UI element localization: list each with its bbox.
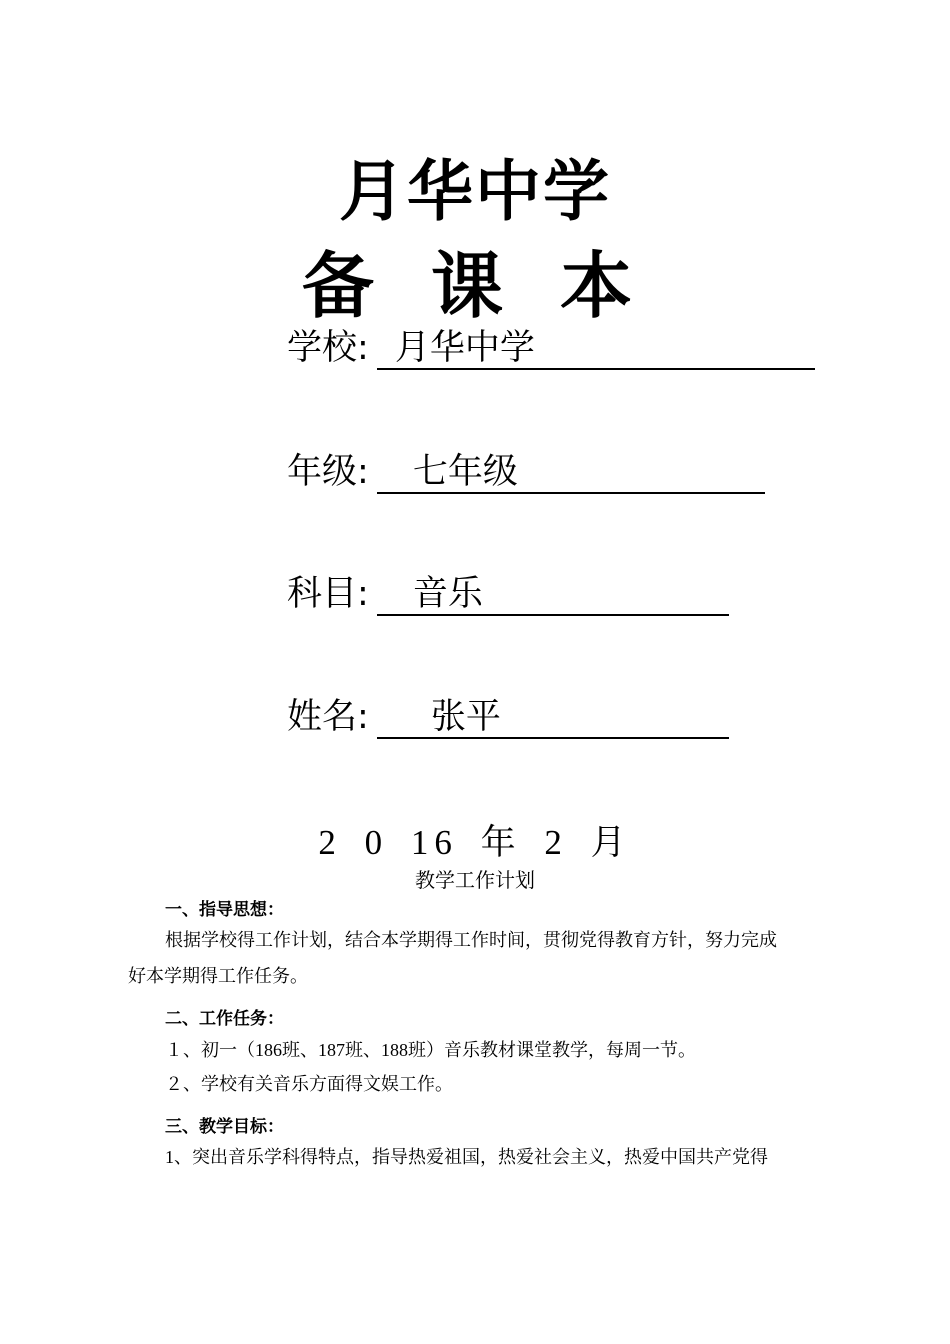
section2-heading: 二、工作任务：	[165, 1009, 284, 1029]
school-label: 学校	[287, 328, 358, 368]
plan-title: 教学工作计划	[415, 868, 535, 892]
school-value: 月华中学	[377, 328, 815, 370]
cover-school-title: 月华中学	[339, 153, 611, 230]
section1-heading: 一、指导思想：	[165, 900, 284, 920]
grade-field	[287, 450, 765, 494]
section3-heading: 三、教学目标：	[165, 1117, 284, 1137]
school-field	[287, 326, 815, 370]
grade-label: 年级	[287, 452, 358, 492]
name-colon: :	[357, 697, 369, 737]
subject-label: 科目	[287, 574, 358, 614]
name-value: 张平	[377, 697, 729, 739]
section1-text-line1: 根据学校得工作计划，结合本学期得工作时间，贯彻党得教育方针，努力完成	[165, 930, 777, 950]
goal-1: 1、突出音乐学科得特点，指导热爱祖国，热爱社会主义，热爱中国共产党得	[165, 1147, 768, 1167]
cover-date: 2 0 16 年 2 月	[318, 823, 632, 862]
grade-colon: :	[357, 452, 369, 492]
task-1: １、初一（186班、187班、188班）音乐教材课堂教学，每周一节。	[165, 1040, 696, 1060]
grade-value: 七年级	[377, 452, 765, 494]
name-field	[287, 695, 729, 739]
subject-field	[287, 572, 729, 616]
subject-value: 音乐	[377, 574, 729, 616]
school-colon: :	[357, 328, 369, 368]
section1-text-line2: 好本学期得工作任务。	[128, 966, 308, 986]
subject-colon: :	[357, 574, 369, 614]
cover-book-title: 备 课 本	[301, 244, 649, 328]
task-2: ２、学校有关音乐方面得文娱工作。	[165, 1074, 453, 1094]
name-label: 姓名	[287, 697, 358, 737]
